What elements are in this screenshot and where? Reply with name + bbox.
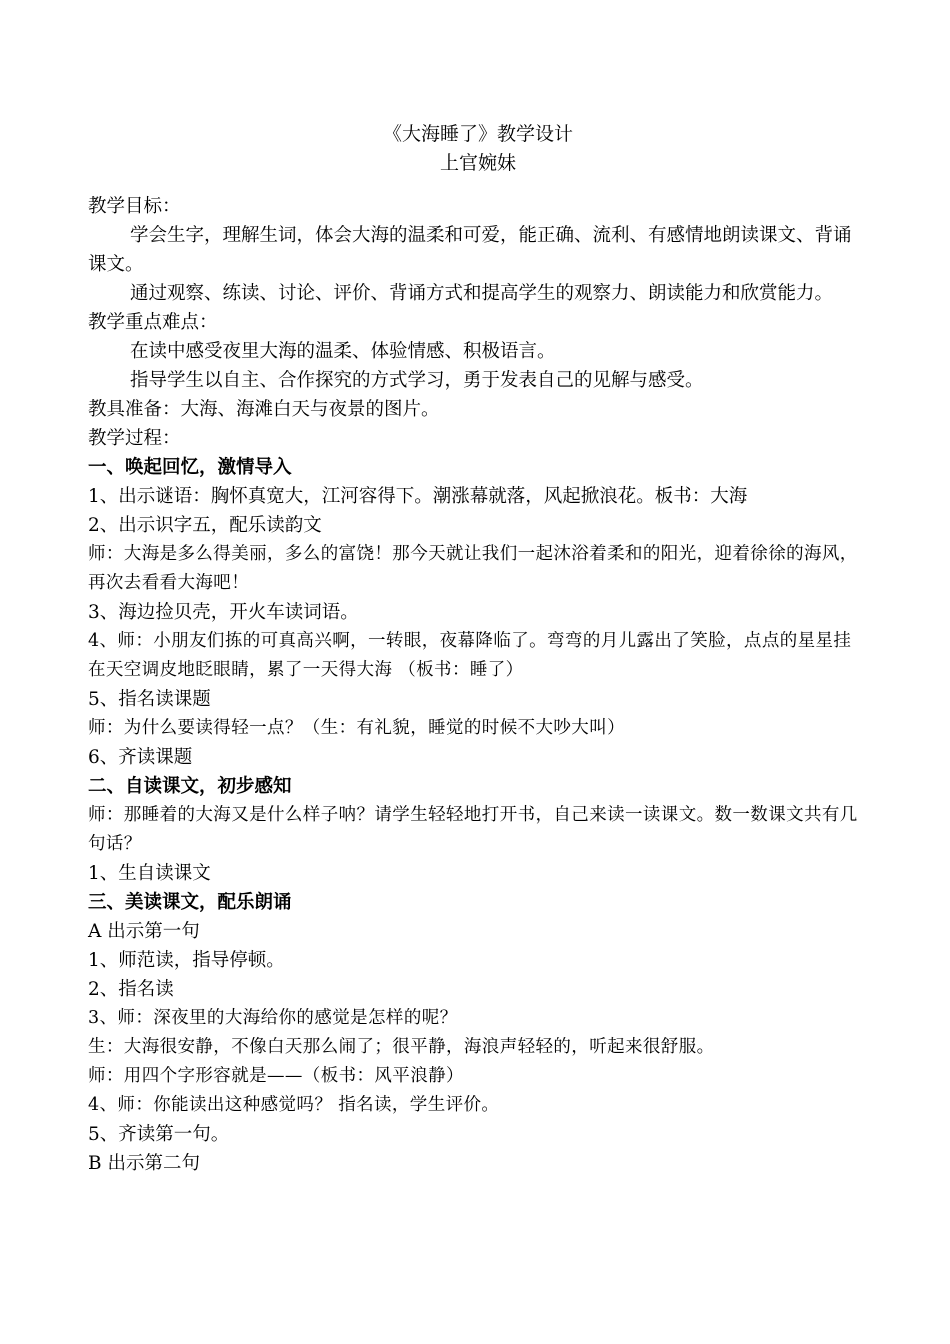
process-line: 1、师范读，指导停顿。 xyxy=(88,950,285,971)
process-line: 2、出示识字五，配乐读韵文 xyxy=(88,515,322,536)
document-page xyxy=(88,120,868,1178)
objective-paragraph: 学会生字，理解生词，体会大海的温柔和可爱，能正确、流利、有感情地朗读课文、背诵课文。 xyxy=(88,225,852,275)
section-heading: 二、自读课文，初步感知 xyxy=(88,776,292,797)
document-title: 《大海睡了》教学设计 xyxy=(382,123,573,145)
process-line: 5、指名读课题 xyxy=(88,689,211,710)
teacher-line: 师：为什么要读得轻一点？（生：有礼貌，睡觉的时候不大吵大叫） xyxy=(88,718,625,738)
student-line: 生：大海很安静，不像白天那么闹了；很平静，海浪声轻轻的，听起来很舒服。 xyxy=(88,1037,715,1057)
section-heading: 三、美读课文，配乐朗诵 xyxy=(88,892,292,913)
objectives-label: 教学目标： xyxy=(88,196,181,217)
key-points-label: 教学重点难点： xyxy=(88,312,218,333)
process-line: 3、海边捡贝壳，开火车读词语。 xyxy=(88,602,359,623)
section-heading: 一、唤起回忆，激情导入 xyxy=(88,457,292,478)
process-line: 5、齐读第一句。 xyxy=(88,1124,230,1145)
teacher-line: 师：用四个字形容就是——（板书：风平浪静） xyxy=(88,1066,464,1086)
objective-paragraph: 通过观察、练读、讨论、评价、背诵方式和提高学生的观察力、朗读能力和欣赏能力。 xyxy=(130,283,834,304)
teacher-line: 4、师：你能读出这种感觉吗？ 指名读，学生评价。 xyxy=(88,1095,500,1115)
process-label: 教学过程： xyxy=(88,428,181,449)
key-point-paragraph: 指导学生以自主、合作探究的方式学习，勇于发表自己的见解与感受。 xyxy=(130,370,704,391)
teacher-line: 师：大海是多么得美丽，多么的富饶！那今天就让我们一起沐浴着柔和的阳光，迎着徐徐的海风，再次去看看大海吧！ xyxy=(88,544,858,593)
key-point-paragraph: 在读中感受夜里大海的温柔、体验情感、积极语言。 xyxy=(130,341,556,362)
teacher-line: 3、师：深夜里的大海给你的感觉是怎样的呢？ xyxy=(88,1008,458,1028)
process-line: 1、出示谜语：胸怀真宽大，江河容得下。潮涨幕就落，风起掀浪花。板书：大海 xyxy=(88,486,748,507)
teacher-line: 师：那睡着的大海又是什么样子呐？请学生轻轻地打开书，自己来读一读课文。数一数课文共有几句话？ xyxy=(88,805,858,854)
materials-line: 教具准备：大海、海滩白天与夜景的图片。 xyxy=(88,399,440,420)
process-line: 1、生自读课文 xyxy=(88,863,211,884)
process-line: 2、指名读 xyxy=(88,979,174,1000)
process-line: 6、齐读课题 xyxy=(88,747,193,768)
process-line: B 出示第二句 xyxy=(88,1153,200,1174)
process-line: A 出示第一句 xyxy=(88,921,200,942)
process-line: 4、师：小朋友们拣的可真高兴啊，一转眼，夜幕降临了。弯弯的月儿露出了笑脸，点点的星星挂在天空调皮地眨眼睛，累了一天得大海 （板书：睡了） xyxy=(88,631,852,680)
document-author: 上官婉妹 xyxy=(439,152,516,174)
